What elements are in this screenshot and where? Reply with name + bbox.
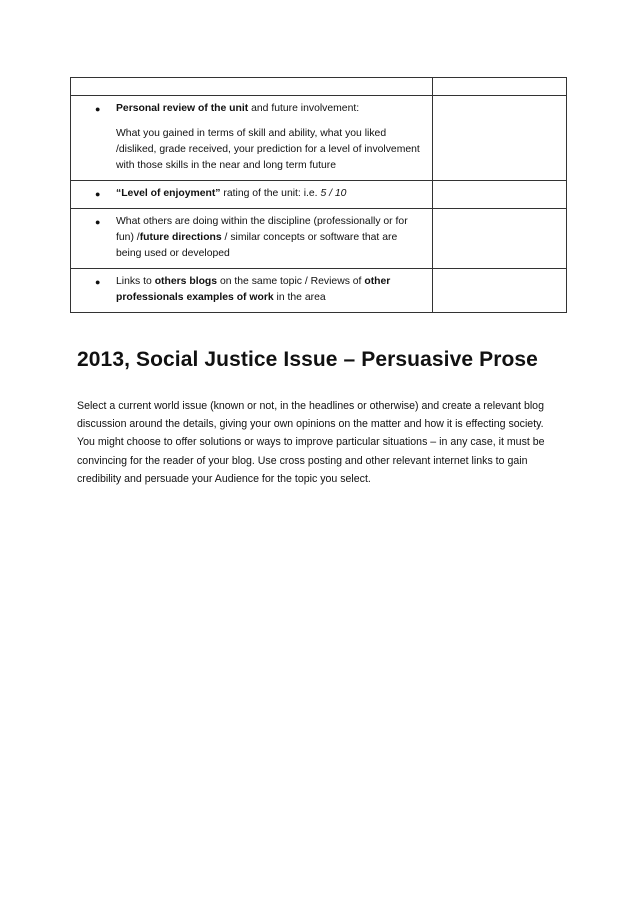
criterion-bold-text: others blogs xyxy=(154,276,218,287)
criterion-text-line xyxy=(116,214,424,262)
table-cell-empty xyxy=(433,96,567,181)
criterion-text: on the same topic / Reviews of xyxy=(217,276,365,287)
criterion-bold-text: “Level of enjoyment” xyxy=(116,188,221,199)
bullet-icon: ● xyxy=(95,217,101,227)
bullet-icon: ● xyxy=(95,277,101,287)
criterion-description: What you gained in terms of skill and ability, what you liked /disliked, grade received, your prediction for a level of involvement with those skills in the near and long term future xyxy=(116,128,420,171)
criterion-text: in the area xyxy=(273,292,326,303)
criterion-text: Links to xyxy=(116,276,155,287)
criterion-italic-text: 5 / 10 xyxy=(320,188,347,199)
criterion-text: What others are doing within the discipline (professionally or for fun) / xyxy=(116,216,408,243)
criterion-heading xyxy=(116,101,424,117)
table-cell-empty xyxy=(433,181,567,209)
bullet-icon: ● xyxy=(95,189,101,199)
criterion-text: and future involvement: xyxy=(248,103,360,114)
table-cell-criterion xyxy=(71,209,433,269)
criterion-bold-text: other professionals examples of work xyxy=(116,276,391,303)
criterion-text: / similar concepts or software that are being used or developed xyxy=(116,232,398,259)
criterion-text-line xyxy=(116,274,424,306)
criterion-bold-text: Personal review of the unit xyxy=(116,103,249,114)
table-header-row xyxy=(71,78,567,96)
table-cell-empty xyxy=(71,78,433,96)
criterion-bold-text: future directions xyxy=(139,232,222,243)
section-heading: 2013, Social Justice Issue – Persuasive Prose xyxy=(77,348,538,371)
table-row xyxy=(71,269,567,313)
criterion-text: rating of the unit: i.e. xyxy=(220,188,321,199)
table-cell-empty xyxy=(433,209,567,269)
table-row xyxy=(71,209,567,269)
section-paragraph: Select a current world issue (known or not, in the headlines or otherwise) and create a relevant blog discussion around the details, giving your own opinions on the matter and how it is effecting society. You might choose to offer solutions or ways to improve particular situations – in any case, it must be convincing for the reader of your blog. Use cross posting and other relevant internet links to gain credibility and persuade your Audience for the topic you select. xyxy=(77,400,545,485)
criterion-text-line xyxy=(116,186,424,202)
table-cell-empty xyxy=(433,269,567,313)
table-row xyxy=(71,181,567,209)
criteria-table xyxy=(70,77,567,313)
table-cell-criterion xyxy=(71,269,433,313)
table-cell-empty xyxy=(433,78,567,96)
table-cell-criterion xyxy=(71,181,433,209)
table-cell-criterion xyxy=(71,96,433,181)
table-row xyxy=(71,96,567,181)
bullet-icon: ● xyxy=(95,104,101,114)
